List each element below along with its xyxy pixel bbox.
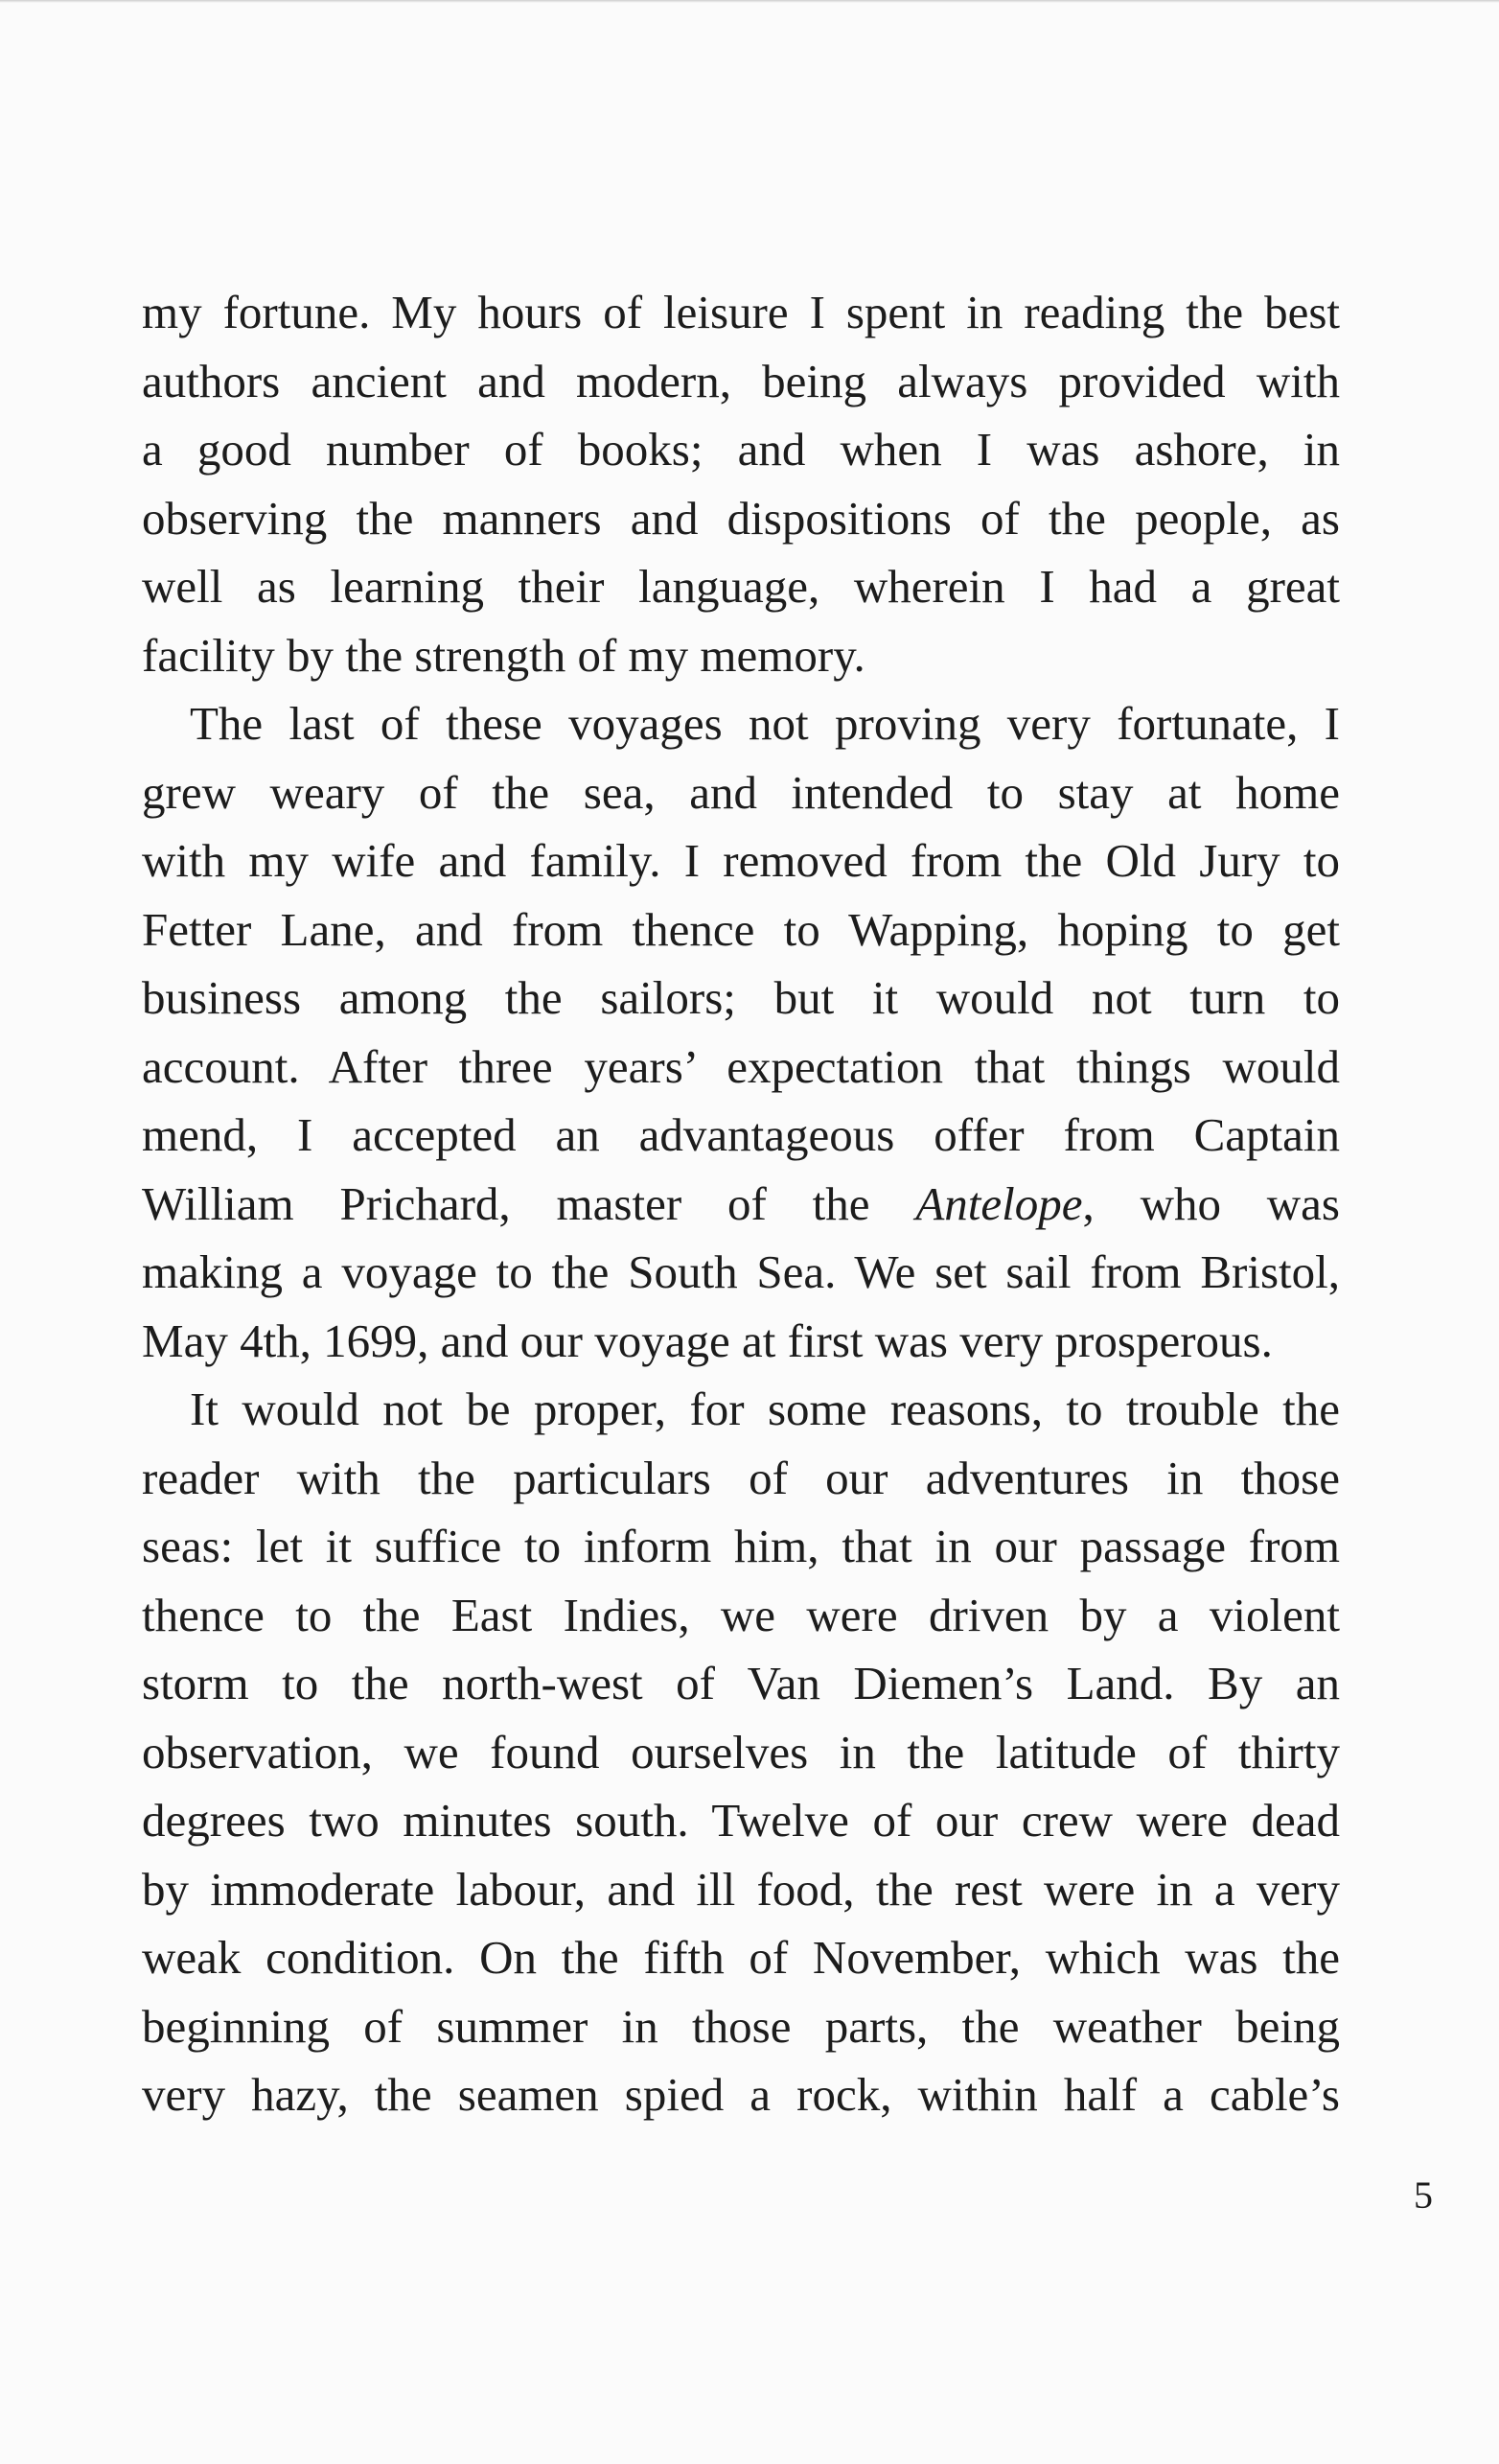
- text-line: my fortune. My hours of leisure I spent in reading the best: [142, 286, 1340, 338]
- text-line: reader with the particulars of our adventures in those: [142, 1451, 1340, 1504]
- text-line: a good number of books; and when I was ashore, in: [142, 423, 1340, 476]
- text-line: making a voyage to the South Sea. We set sail from Bristol,: [142, 1245, 1340, 1298]
- text-line: very hazy, the seamen spied a rock, within half a cable’s: [142, 2068, 1340, 2121]
- text-line: observation, we found ourselves in the latitude of thirty: [142, 1725, 1340, 1778]
- paragraph: [142, 689, 1340, 1375]
- text-line: with my wife and family. I removed from the Old Jury to: [142, 834, 1340, 887]
- page-number: 5: [1414, 2173, 1433, 2217]
- text-line: well as learning their language, wherein I had a great: [142, 560, 1340, 613]
- text-run: William Prichard, master of the: [142, 1176, 916, 1230]
- text-line: observing the manners and dispositions of the people, as: [142, 491, 1340, 545]
- text-line: The last of these voyages not proving very fortunate, I: [190, 697, 1340, 750]
- paragraph: [142, 1375, 1340, 2129]
- text-line: business among the sailors; but it would not turn to: [142, 971, 1340, 1024]
- text-line: May 4th, 1699, and our voyage at first was very prosperous.: [142, 1313, 1273, 1367]
- text-line: weak condition. On the fifth of November, which was the: [142, 1931, 1340, 1984]
- text-line: It would not be proper, for some reasons, to trouble the: [190, 1383, 1340, 1435]
- page-top-edge: [0, 0, 1499, 3]
- text-line: facility by the strength of my memory.: [142, 628, 865, 682]
- text-run: , who was: [1082, 1176, 1340, 1230]
- text-line: [142, 1170, 1340, 1239]
- text-line: by immoderate labour, and ill food, the rest were in a very: [142, 1862, 1340, 1916]
- text-line: grew weary of the sea, and intended to stay at home: [142, 765, 1340, 819]
- text-line: seas: let it suffice to inform him, that in our passage from: [142, 1520, 1340, 1572]
- text-line: beginning of summer in those parts, the weather being: [142, 1999, 1340, 2053]
- text-line: storm to the north-west of Van Diemen’s Land. By an: [142, 1657, 1340, 1709]
- text-line: thence to the East Indies, we were driven by a violent: [142, 1588, 1340, 1641]
- text-line: Fetter Lane, and from thence to Wapping, hoping to get: [142, 902, 1340, 956]
- text-line: account. After three years’ expectation that things would: [142, 1039, 1340, 1093]
- text-line: degrees two minutes south. Twelve of our crew were dead: [142, 1794, 1340, 1847]
- body-text: [142, 278, 1340, 2129]
- text-line: mend, I accepted an advantageous offer from Captain: [142, 1108, 1340, 1161]
- paragraph: [142, 278, 1340, 689]
- ship-name: Antelope: [915, 1176, 1083, 1230]
- text-line: authors ancient and modern, being always provided with: [142, 354, 1340, 407]
